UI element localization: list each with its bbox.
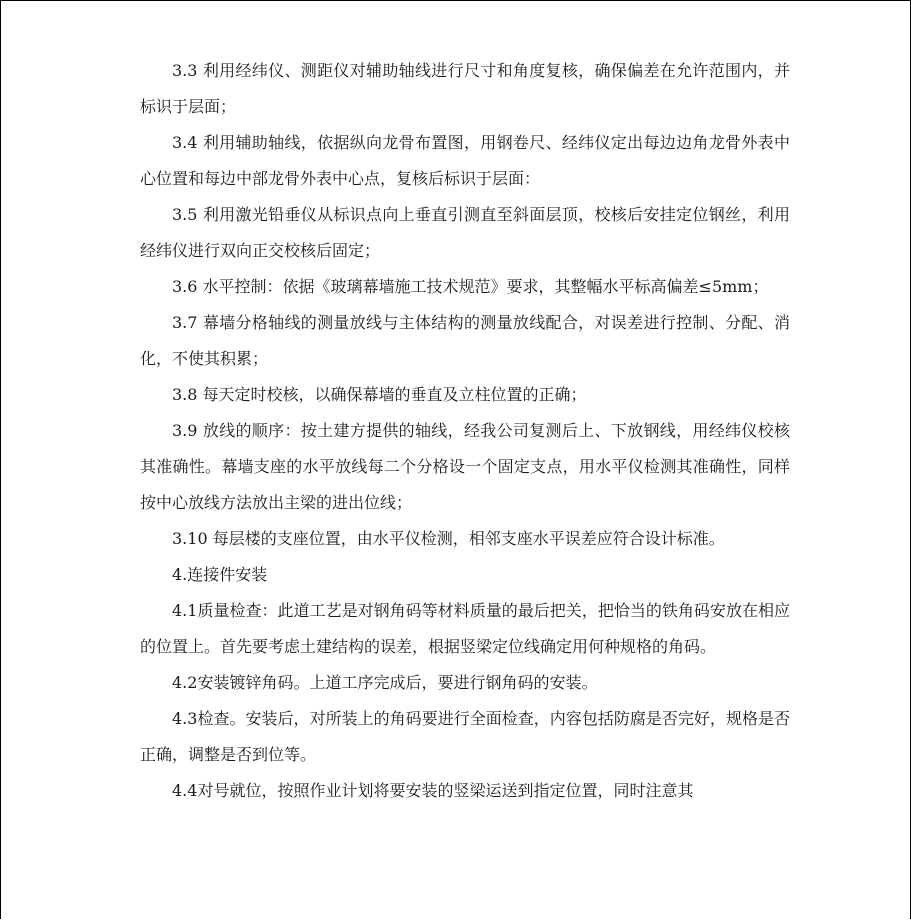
paragraph-3-4: 3.4 利用辅助轴线，依据纵向龙骨布置图，用钢卷尺、经纬仪定出每边边角龙骨外表中心位置和每边中部龙骨外表中心点，复核后标识于层面：	[140, 133, 790, 188]
document-body	[140, 53, 790, 809]
paragraph-3-5: 3.5 利用激光铅垂仪从标识点向上垂直引测直至斜面层顶，校核后安挂定位钢丝，利用经纬仪进行双向正交校核后固定；	[140, 205, 790, 260]
paragraph-4-3: 4.3检查。安装后，对所装上的角码要进行全面检查，内容包括防腐是否完好，规格是否正确，调整是否到位等。	[140, 709, 790, 764]
paragraph-4-1: 4.1质量检查：此道工艺是对钢角码等材料质量的最后把关，把恰当的铁角码安放在相应的位置上。首先要考虑土建结构的误差，根据竖梁定位线确定用何种规格的角码。	[140, 601, 790, 656]
paragraph-3-3: 3.3 利用经纬仪、测距仪对辅助轴线进行尺寸和角度复核，确保偏差在允许范围内，并标识于层面；	[140, 61, 790, 116]
paragraph-3-10: 3.10 每层楼的支座位置，由水平仪检测，相邻支座水平误差应符合设计标准。	[172, 529, 725, 548]
paragraph-3-6: 3.6 水平控制：依据《玻璃幕墙施工技术规范》要求，其整幅水平标高偏差≤5mm；	[172, 277, 769, 296]
section-heading-4: 4.连接件安装	[172, 565, 268, 584]
paragraph-4-4: 4.4对号就位，按照作业计划将要安装的竖梁运送到指定位置，同时注意其	[172, 781, 694, 800]
paragraph-3-7: 3.7 幕墙分格轴线的测量放线与主体结构的测量放线配合，对误差进行控制、分配、消化，不使其积累；	[140, 313, 790, 368]
paragraph-4-2: 4.2安装镀锌角码。上道工序完成后，要进行钢角码的安装。	[172, 673, 598, 692]
paragraph-3-8: 3.8 每天定时校核，以确保幕墙的垂直及立柱位置的正确；	[172, 385, 587, 404]
paragraph-3-9: 3.9 放线的顺序：按土建方提供的轴线，经我公司复测后上、下放钢线，用经纬仪校核其准确性。幕墙支座的水平放线每二个分格设一个固定支点，用水平仪检测其准确性，同样按中心放线方法放出主梁的进出位线；	[140, 421, 790, 512]
